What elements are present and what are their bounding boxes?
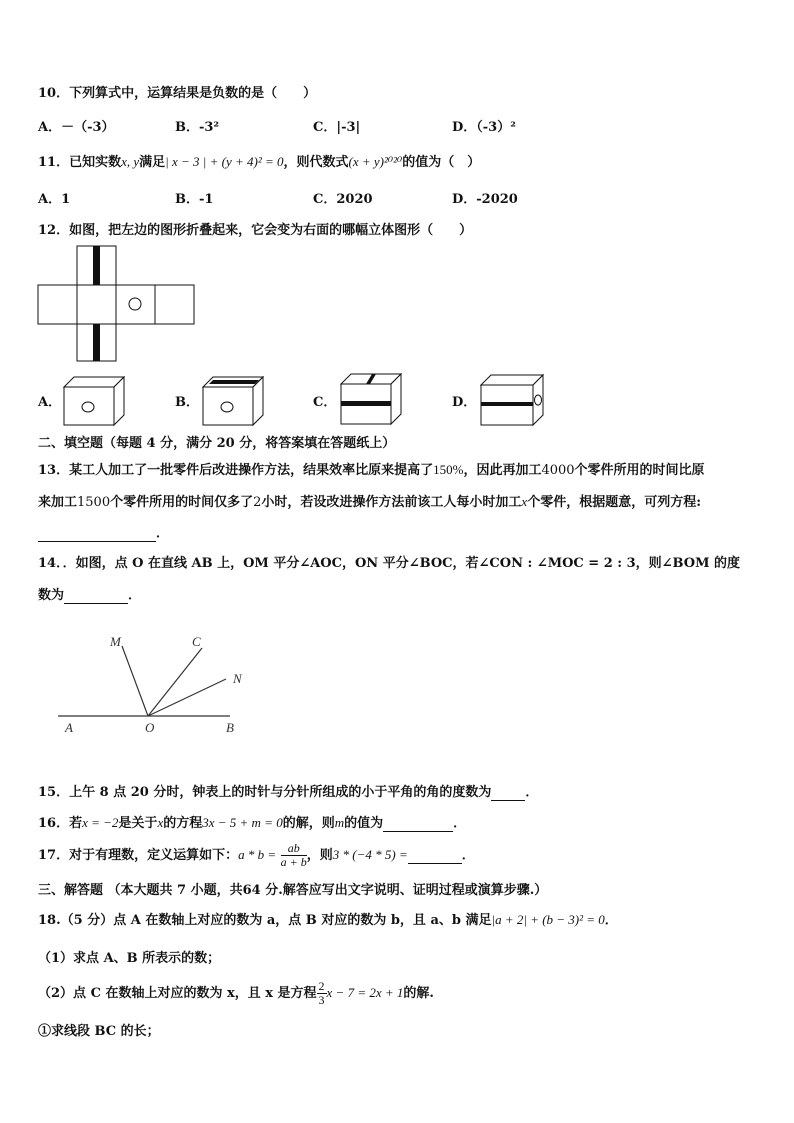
q13-line1: 13．某工人加工了一批零件后改进操作方法，结果效率比原来提高了150%，因此再加工4000个零件所用的时间比原 (38, 462, 705, 478)
q12-option-d: D． (452, 395, 477, 410)
q12-option-c: C． (313, 395, 337, 410)
net-face-center (77, 285, 116, 324)
q16-answer-blank[interactable] (383, 816, 453, 832)
q18-part1: （1）求点 A、B 所表示的数； (38, 951, 221, 966)
q14-answer-blank[interactable] (64, 588, 128, 604)
net-bar-bottom (93, 324, 100, 361)
q12-option-b: B． (175, 395, 199, 410)
label-n: N (233, 671, 242, 686)
q14-line2: 数为 ． (38, 588, 142, 603)
q12-option-a: A． (38, 395, 62, 410)
label-o: O (145, 720, 155, 735)
label-a: A (65, 720, 73, 735)
q17-stem: 17．对于有理数，定义运算如下：a * b = $\frac{ab}{a + b}$ ，则3 * (−4 * 5) = ． (38, 841, 475, 869)
cube-option-a (62, 375, 126, 427)
q11-option-c: C．2020 (313, 192, 373, 207)
label-c: C (192, 634, 201, 649)
cube-net-figure (36, 244, 198, 364)
q18-condition: |a + 2| + (b − 3)² = 0 (491, 912, 605, 927)
q11-option-d: D．-2020 (452, 192, 518, 207)
q18-part2-sub1: ①求线段 BC 的长； (38, 1024, 160, 1039)
cube-option-c (339, 372, 403, 428)
q11-expression: (x + y)²⁰²⁰ (348, 154, 403, 169)
q10-option-a: A．－（-3） (38, 120, 115, 135)
q13-line2: 来加工1500个零件所用的时间仅多了2小时，若设改进操作方法前该工人每小时加工x个零件，根据题意，可列方程: (38, 494, 702, 510)
label-b: B (226, 720, 234, 735)
q15-answer-blank[interactable] (491, 785, 525, 801)
q12-stem: 12．如图，把左边的图形折叠起来，它会变为右面的哪幅立体图形（ ） (38, 223, 473, 238)
q13-answer-line: ． (38, 522, 169, 542)
q10-option-b: B．-3² (175, 120, 220, 135)
q18-fraction: $\frac{2}{3}$ (318, 979, 325, 1007)
q16-stem: 16．若x = −2是关于x的方程3x − 5 + m = 0的解，则m的值为 ． (38, 815, 467, 831)
q10-option-c: C．|-3| (313, 120, 361, 135)
section-3-header: 三、解答题 （本大题共 7 小题，共64 分.解答应写出文字说明、证明过程或演算步骤.） (38, 883, 548, 898)
q17-answer-blank[interactable] (408, 849, 462, 864)
angle-figure (50, 628, 250, 740)
net-face-right (155, 285, 194, 324)
cube-option-b (201, 375, 265, 427)
net-circle-mark (129, 298, 141, 310)
net-bar-top (93, 246, 100, 285)
net-face-left (38, 285, 77, 324)
q17-fraction: $\frac{ab}{a + b}$ (280, 841, 307, 869)
q18-stem: 18.（5 分）点 A 在数轴上对应的数为 a，点 B 对应的数为 b，且 a、b 满足|a + 2| + (b − 3)² = 0． (38, 912, 618, 928)
q15-stem: 15．上午 8 点 20 分时，钟表上的时针与分针所组成的小于平角的角的度数为 ． (38, 785, 539, 800)
q10-stem: 10．下列算式中，运算结果是负数的是（ ） (38, 86, 317, 101)
q11-stem: 11．已知实数x, y满足| x − 3 | + (y + 4)² = 0，则代数式(x + y)²⁰²⁰的值为（ ） (38, 154, 481, 170)
q13-answer-blank[interactable] (38, 526, 156, 542)
q11-option-b: B．-1 (175, 192, 214, 207)
net-face-circle (116, 285, 155, 324)
q11-option-a: A．1 (38, 192, 71, 207)
q14-line1: 14．．如图，点 O 在直线 AB 上，OM 平分∠AOC，ON 平分∠BOC，若∠CON : ∠MOC = 2 : 3，则∠BOM 的度 (38, 556, 741, 571)
cube-option-d (479, 373, 547, 429)
q10-option-d: D．（-3）² (452, 120, 516, 135)
ray-om (122, 646, 148, 716)
q18-part2: （2）点 C 在数轴上对应的数为 x，且 x 是方程 $\frac{2}{3}$ x − 7 = 2x + 1的解. (38, 979, 434, 1007)
ray-oc (148, 648, 202, 716)
ray-on (148, 679, 226, 716)
section-2-header: 二、填空题（每题 4 分，满分 20 分，将答案填在答题纸上） (38, 436, 396, 451)
q11-condition: | x − 3 | + (y + 4)² = 0 (165, 154, 284, 169)
label-m: M (110, 634, 121, 649)
